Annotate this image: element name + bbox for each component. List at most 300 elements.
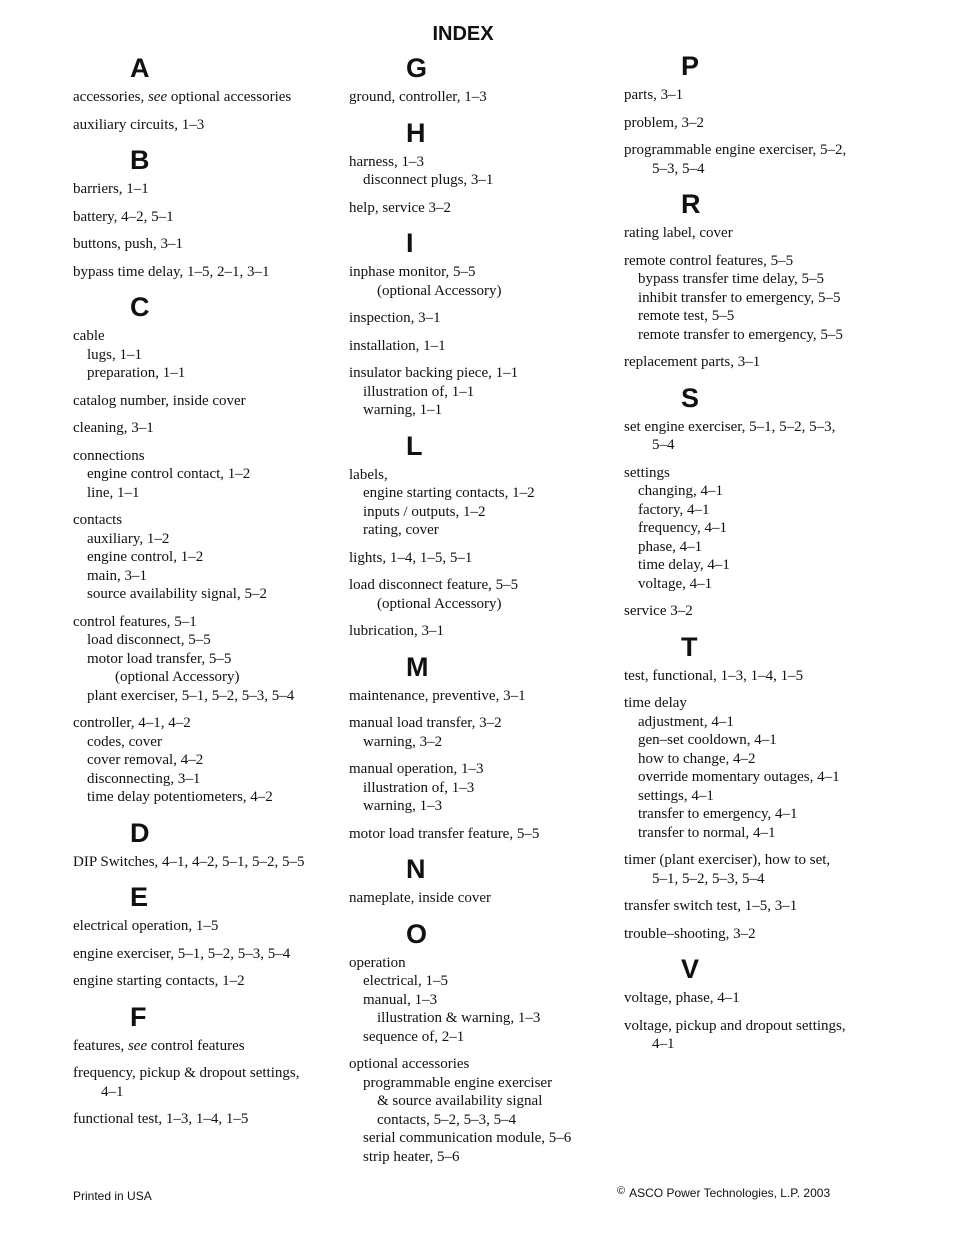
entry-subterm (624, 750, 894, 769)
entry-term (349, 199, 619, 218)
entry-text: factory, 4–1 (638, 501, 710, 518)
entry-text: barriers, 1–1 (73, 181, 149, 197)
index-entry (73, 419, 343, 438)
entry-term (349, 576, 619, 595)
entry-term (73, 180, 343, 199)
entry-text: help, service 3–2 (349, 199, 452, 216)
index-entry (73, 88, 343, 107)
index-entry (73, 972, 343, 991)
entry-term (349, 889, 619, 908)
entry-text: how to change, 4–2 (638, 750, 756, 767)
entry-text: cleaning, 3–1 (73, 420, 154, 436)
entry-subterm (73, 788, 343, 807)
index-section (73, 291, 343, 807)
entry-subterm (73, 530, 343, 549)
entry-text: set engine exerciser, 5–1, 5–2, 5–3, (624, 418, 836, 435)
entry-text: DIP Switches, 4–1, 4–2, 5–1, 5–2, 5–5 (73, 853, 305, 870)
entry-text: time delay (624, 695, 687, 711)
entry-text: optional accessories (349, 1056, 470, 1072)
index-entry (624, 851, 894, 888)
index-section (73, 144, 343, 281)
entry-text: features, (73, 1037, 128, 1054)
entry-text: installation, 1–1 (349, 337, 446, 354)
entry-text: engine exerciser, 5–1, 5–2, 5–3, 5–4 (73, 945, 291, 962)
index-section (73, 881, 343, 991)
entry-subterm (624, 160, 894, 179)
index-entry (349, 714, 619, 751)
index-entry (624, 602, 894, 621)
entry-text: electrical, 1–5 (363, 973, 448, 989)
entry-term (624, 851, 894, 870)
index-entry (349, 199, 619, 218)
entry-subterm (73, 1083, 343, 1102)
entry-subterm (73, 770, 343, 789)
index-entry (349, 622, 619, 641)
entry-text: manual load transfer, 3–2 (349, 715, 502, 731)
entry-text: manual, 1–3 (363, 991, 438, 1008)
index-entry (624, 86, 894, 105)
entry-term (73, 1037, 343, 1056)
section-letter: T (681, 631, 698, 662)
entry-subterm (624, 556, 894, 575)
entry-term (73, 853, 343, 872)
entry-term (624, 464, 894, 483)
entry-text: accessories, (73, 89, 148, 105)
entry-text: auxiliary, 1–2 (87, 530, 170, 547)
entry-text: electrical operation, 1–5 (73, 918, 219, 934)
entry-text: frequency, 4–1 (638, 520, 727, 536)
cross-reference-see: see (127, 1037, 148, 1054)
index-entry (73, 1064, 343, 1101)
entry-text: programmable engine exerciser, 5–2, (624, 142, 847, 158)
entry-text: serial communication module, 5–6 (363, 1130, 572, 1146)
index-entry (73, 1037, 343, 1056)
entry-text: 5–4 (652, 437, 675, 453)
cross-reference-target: optional accessories (167, 89, 292, 105)
index-entry (624, 418, 894, 455)
index-section (624, 953, 894, 1054)
entry-subterm (349, 991, 619, 1010)
index-section (73, 1001, 343, 1129)
cross-reference-see: see (147, 89, 168, 105)
index-entry (349, 153, 619, 190)
entry-term (624, 602, 894, 621)
index-entry (73, 392, 343, 411)
entry-text: nameplate, inside cover (349, 890, 492, 906)
index-entry (349, 1055, 619, 1166)
entry-subterm (624, 501, 894, 520)
entry-subterm (349, 1092, 619, 1111)
entry-text: plant exerciser, 5–1, 5–2, 5–3, 5–4 (87, 687, 295, 704)
entry-text: cable (73, 328, 105, 344)
index-entry (73, 613, 343, 706)
cross-reference-target: control features (147, 1037, 245, 1054)
entry-text: illustration of, 1–1 (363, 383, 475, 400)
index-entry (624, 353, 894, 372)
index-entry (624, 252, 894, 345)
index-entry (624, 897, 894, 916)
entry-subterm (73, 346, 343, 365)
copyright-text: ASCO Power Technologies, L.P. 2003 (629, 1186, 831, 1200)
entry-subterm (73, 585, 343, 604)
index-entry (349, 549, 619, 568)
index-entry (73, 447, 343, 503)
entry-term (73, 88, 343, 107)
index-entry (73, 327, 343, 383)
entry-subterm (73, 751, 343, 770)
index-entry (73, 180, 343, 199)
entry-text: warning, 3–2 (363, 733, 443, 750)
entry-subterm (349, 171, 619, 190)
entry-text: engine control, 1–2 (87, 549, 204, 565)
section-letter: C (130, 292, 150, 322)
entry-term (73, 1064, 343, 1083)
entry-subterm (349, 595, 619, 614)
entry-term (349, 153, 619, 172)
entry-text: 4–1 (652, 1036, 675, 1052)
entry-text: line, 1–1 (87, 484, 140, 501)
entry-term (624, 694, 894, 713)
entry-term (73, 208, 343, 227)
entry-text: engine control contact, 1–2 (87, 466, 251, 482)
entry-term (349, 825, 619, 844)
entry-text: preparation, 1–1 (87, 365, 186, 381)
entry-subterm (624, 538, 894, 557)
entry-subterm (73, 548, 343, 567)
entry-text: operation (349, 954, 406, 971)
entry-text: load disconnect feature, 5–5 (349, 577, 519, 593)
index-entry (349, 889, 619, 908)
entry-text: frequency, pickup & dropout settings, (73, 1065, 300, 1081)
entry-subterm (73, 668, 343, 687)
section-letter: I (406, 228, 414, 258)
entry-text: lubrication, 3–1 (349, 623, 444, 639)
entry-text: main, 3–1 (87, 567, 147, 584)
entry-subterm (624, 519, 894, 538)
index-entry (73, 263, 343, 282)
entry-subterm (349, 1129, 619, 1148)
section-letter: L (406, 430, 423, 461)
index-entry (349, 364, 619, 420)
entry-term (624, 252, 894, 271)
entry-subterm (349, 1009, 619, 1028)
entry-text: contacts, 5–2, 5–3, 5–4 (377, 1111, 517, 1128)
entry-text: (optional Accessory) (377, 595, 502, 612)
entry-text: (optional Accessory) (115, 669, 240, 685)
entry-subterm (349, 401, 619, 420)
index-entry (349, 337, 619, 356)
entry-term (624, 1017, 894, 1036)
entry-text: codes, cover (87, 733, 162, 750)
entry-subterm (73, 567, 343, 586)
entry-text: timer (plant exerciser), how to set, (624, 852, 831, 868)
entry-text: service 3–2 (624, 603, 693, 619)
index-entry (73, 116, 343, 135)
entry-text: control features, 5–1 (73, 613, 197, 630)
index-entry (624, 694, 894, 842)
entry-text: 5–1, 5–2, 5–3, 5–4 (652, 870, 765, 887)
entry-text: override momentary outages, 4–1 (638, 769, 840, 785)
entry-text: problem, 3–2 (624, 114, 704, 131)
entry-term (73, 1110, 343, 1129)
index-section (349, 117, 619, 218)
index-column-3 (624, 50, 894, 1064)
entry-term (349, 466, 619, 485)
entry-text: engine starting contacts, 1–2 (73, 973, 245, 989)
entry-text: parts, 3–1 (624, 87, 684, 103)
entry-term (624, 667, 894, 686)
entry-term (349, 622, 619, 641)
entry-text: 4–1 (101, 1083, 124, 1100)
entry-text: remote control features, 5–5 (624, 252, 794, 269)
index-section (349, 227, 619, 420)
index-entry (624, 989, 894, 1008)
entry-term (73, 419, 343, 438)
entry-text: auxiliary circuits, 1–3 (73, 116, 205, 133)
entry-subterm (73, 465, 343, 484)
index-section (349, 430, 619, 641)
entry-subterm (624, 326, 894, 345)
entry-term (624, 418, 894, 437)
entry-term (624, 224, 894, 243)
entry-subterm (624, 307, 894, 326)
section-letter: E (130, 882, 149, 912)
index-entry (349, 825, 619, 844)
entry-text: contacts (73, 512, 123, 528)
entry-text: voltage, phase, 4–1 (624, 990, 740, 1006)
index-entry (73, 917, 343, 936)
entry-text: motor load transfer feature, 5–5 (349, 825, 540, 842)
entry-term (349, 337, 619, 356)
entry-text: lugs, 1–1 (87, 346, 143, 363)
index-section (349, 52, 619, 107)
section-letter: H (406, 117, 426, 148)
index-entry (624, 114, 894, 133)
entry-subterm (349, 733, 619, 752)
index-entry (73, 714, 343, 807)
index-section (73, 52, 343, 134)
entry-text: functional test, 1–3, 1–4, 1–5 (73, 1111, 249, 1127)
entry-term (624, 897, 894, 916)
entry-subterm (624, 436, 894, 455)
section-letter: B (130, 145, 150, 175)
copyright-symbol: © (617, 1185, 626, 1197)
section-letter: D (130, 817, 150, 848)
entry-term (73, 263, 343, 282)
entry-term (73, 447, 343, 466)
section-letter: N (406, 854, 426, 884)
entry-subterm (349, 484, 619, 503)
entry-text: maintenance, preventive, 3–1 (349, 687, 526, 704)
entry-term (73, 116, 343, 135)
entry-text: 5–3, 5–4 (652, 160, 705, 177)
entry-subterm (624, 870, 894, 889)
entry-subterm (624, 482, 894, 501)
entry-subterm (73, 687, 343, 706)
entry-subterm (624, 824, 894, 843)
index-section (624, 50, 894, 178)
entry-term (349, 687, 619, 706)
index-section (349, 651, 619, 844)
entry-term (624, 141, 894, 160)
entry-term (73, 945, 343, 964)
entry-term (349, 714, 619, 733)
entry-term (73, 972, 343, 991)
entry-text: adjustment, 4–1 (638, 713, 734, 730)
index-entry (349, 760, 619, 816)
entry-text: harness, 1–3 (349, 153, 424, 170)
index-section (624, 188, 894, 372)
entry-subterm (624, 713, 894, 732)
index-entry (349, 309, 619, 328)
section-letter: F (130, 1001, 147, 1032)
index-entry (624, 925, 894, 944)
index-entry (73, 208, 343, 227)
entry-text: engine starting contacts, 1–2 (363, 485, 535, 501)
index-column-2 (349, 52, 619, 1176)
index-section (624, 382, 894, 621)
entry-text: manual operation, 1–3 (349, 761, 484, 777)
entry-subterm (349, 521, 619, 540)
entry-subterm (624, 787, 894, 806)
entry-text: transfer switch test, 1–5, 3–1 (624, 898, 798, 914)
entry-subterm (624, 768, 894, 787)
entry-text: changing, 4–1 (638, 483, 723, 499)
entry-subterm (73, 733, 343, 752)
entry-text: rating label, cover (624, 225, 733, 241)
entry-term (349, 549, 619, 568)
entry-term (624, 989, 894, 1008)
entry-text: bypass time delay, 1–5, 2–1, 3–1 (73, 263, 270, 280)
entry-term (349, 88, 619, 107)
index-entry (73, 853, 343, 872)
entry-text: ground, controller, 1–3 (349, 89, 487, 105)
entry-text: controller, 4–1, 4–2 (73, 715, 191, 731)
index-entry (349, 263, 619, 300)
index-entry (624, 224, 894, 243)
entry-subterm (349, 1074, 619, 1093)
index-column-1 (73, 52, 343, 1139)
entry-text: load disconnect, 5–5 (87, 632, 211, 648)
index-entry (349, 88, 619, 107)
index-entry (624, 464, 894, 594)
entry-text: lights, 1–4, 1–5, 5–1 (349, 549, 473, 566)
index-entry (349, 687, 619, 706)
entry-text: trouble–shooting, 3–2 (624, 925, 756, 942)
index-entry (349, 466, 619, 540)
entry-term (349, 760, 619, 779)
entry-text: inhibit transfer to emergency, 5–5 (638, 289, 841, 306)
entry-subterm (349, 1028, 619, 1047)
index-section (73, 817, 343, 872)
index-entry (349, 954, 619, 1047)
page-title: INDEX (432, 23, 494, 45)
entry-text: battery, 4–2, 5–1 (73, 208, 174, 225)
entry-text: inphase monitor, 5–5 (349, 264, 476, 280)
section-letter: M (406, 651, 429, 682)
entry-text: remote test, 5–5 (638, 308, 735, 324)
section-letter: R (681, 189, 701, 219)
index-section (624, 631, 894, 944)
entry-text: catalog number, inside cover (73, 392, 246, 409)
entry-text: test, functional, 1–3, 1–4, 1–5 (624, 667, 804, 684)
entry-text: illustration of, 1–3 (363, 779, 475, 796)
index-section (349, 853, 619, 908)
entry-subterm (73, 484, 343, 503)
entry-subterm (349, 503, 619, 522)
entry-subterm (73, 631, 343, 650)
entry-text: rating, cover (363, 522, 439, 538)
entry-text: warning, 1–1 (363, 402, 443, 418)
entry-subterm (624, 289, 894, 308)
entry-text: voltage, 4–1 (638, 575, 713, 592)
section-letter: G (406, 53, 428, 83)
entry-subterm (73, 650, 343, 669)
entry-text: settings, 4–1 (638, 787, 714, 804)
entry-term (349, 954, 619, 973)
entry-subterm (349, 797, 619, 816)
entry-term (349, 309, 619, 328)
entry-subterm (624, 575, 894, 594)
entry-text: connections (73, 447, 145, 464)
index-entry (349, 576, 619, 613)
entry-text: transfer to emergency, 4–1 (638, 806, 798, 822)
entry-text: remote transfer to emergency, 5–5 (638, 326, 843, 343)
entry-subterm (624, 731, 894, 750)
section-letter: P (681, 51, 700, 81)
entry-text: labels, (349, 466, 388, 483)
entry-text: programmable engine exerciser (363, 1074, 553, 1091)
printed-in-note: Printed in USA (73, 1189, 152, 1203)
entry-subterm (624, 270, 894, 289)
entry-text: strip heater, 5–6 (363, 1148, 460, 1165)
entry-text: illustration & warning, 1–3 (377, 1010, 541, 1026)
entry-text: & source availability signal (377, 1093, 543, 1109)
entry-text: buttons, push, 3–1 (73, 236, 184, 252)
index-entry (624, 141, 894, 178)
entry-text: settings (624, 464, 670, 481)
index-entry (73, 511, 343, 604)
entry-text: time delay potentiometers, 4–2 (87, 789, 273, 805)
entry-term (73, 714, 343, 733)
entry-term (624, 925, 894, 944)
entry-text: gen–set cooldown, 4–1 (638, 732, 777, 748)
index-entry (624, 1017, 894, 1054)
index-entry (73, 945, 343, 964)
entry-text: voltage, pickup and dropout settings, (624, 1017, 846, 1034)
entry-subterm (349, 779, 619, 798)
section-letter: A (130, 53, 150, 83)
entry-text: (optional Accessory) (377, 282, 502, 299)
entry-subterm (624, 805, 894, 824)
entry-term (349, 1055, 619, 1074)
copyright-note (617, 1186, 830, 1200)
entry-text: motor load transfer, 5–5 (87, 650, 232, 667)
entry-text: phase, 4–1 (638, 538, 703, 555)
section-letter: O (406, 918, 428, 949)
index-entry (624, 667, 894, 686)
entry-text: bypass transfer time delay, 5–5 (638, 271, 825, 287)
section-letter: S (681, 382, 700, 413)
entry-subterm (349, 383, 619, 402)
entry-text: disconnect plugs, 3–1 (363, 172, 494, 188)
entry-text: transfer to normal, 4–1 (638, 824, 776, 841)
entry-subterm (349, 972, 619, 991)
index-entry (73, 235, 343, 254)
index-entry (73, 1110, 343, 1129)
section-letter: V (681, 954, 700, 984)
entry-text: inputs / outputs, 1–2 (363, 503, 486, 520)
